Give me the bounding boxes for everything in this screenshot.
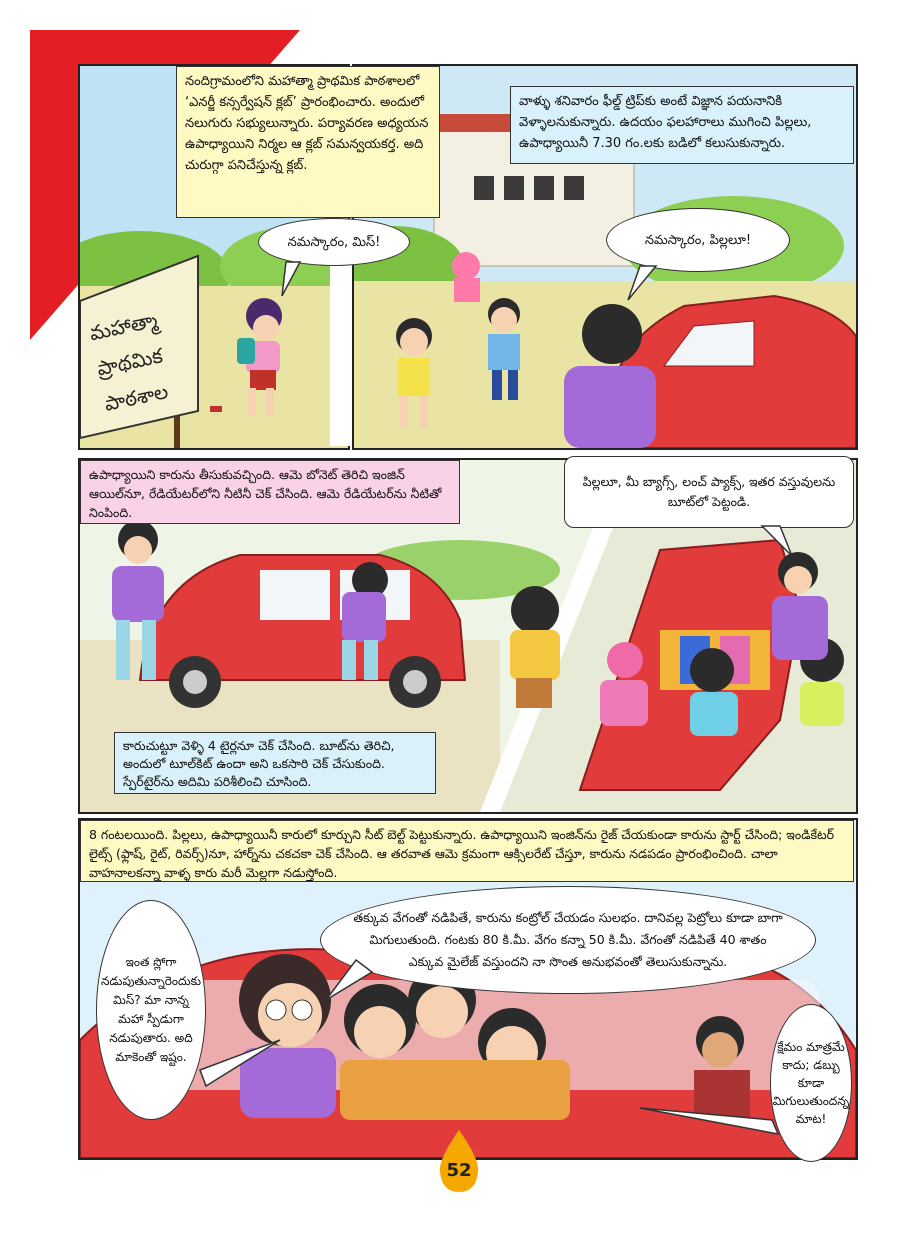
panel1-caption: నందిగ్రామంలోని మహాత్మా ప్రాథమిక పాఠశాలలో ‘ఎనర్జీ కన్సర్వేషన్ క్లబ్’ ప్రారంభించారు. అందులో నలుగురు సభ్యులున్నారు. పర్యావరణ అధ్యయన ఉపాధ్యాయిని నిర్మల ఆ క్లబ్ సమన్వయకర్త. అది చురుగ్గా పనిచేస్తున్న క్లబ్. — [176, 66, 440, 218]
panel4-left-bubble-text: ఇంత స్లోగా నడుపుతున్నారెందుకు మిస్? మా నాన్న మహా స్పీడుగా నడుపుతారు. అది మాకెంతో ఇష్టం. — [101, 955, 202, 1064]
panel2-caption: వాళ్ళు శనివారం ఫీల్డ్ ట్రిప్‌కు అంటే విజ్ఞాన పయనానికి వెళ్ళాలనుకున్నారు. ఉదయం ఫలహారాలు ముగించి పిల్లలు, ఉపాధ్యాయినీ 7.30 గం.లకు బడిలో కలుసుకున్నారు. — [510, 86, 854, 164]
panel3-bottom-caption: కారుచుట్టూ వెళ్ళి 4 టైర్లనూ చెక్ చేసింది. బూట్‌ను తెరిచి, అందులో టూల్‌కిట్ ఉందా అని ఒకసారి చెక్ చేసుకుంది. స్పేర్‌టైర్‌ను అదిమి పరిశీలించి చూసింది. — [114, 732, 436, 794]
sign-line3: పాఠశాల — [102, 378, 171, 416]
panel3-bubble-text: పిల్లలూ, మీ బ్యాగ్స్, లంచ్ ప్యాక్స్, ఇతర వస్తువులను బూట్‌లో పెట్టండి. — [582, 474, 836, 509]
page-number: 52 — [446, 1160, 472, 1181]
panel4-center-bubble-text: తక్కువ వేగంతో నడిపితే, కారును కంట్రోల్ చేయడం సులభం. దానివల్ల పెట్రోలు కూడా బాగా మిగులుతుంది. గంటకు 80 కి.మీ. వేగం కన్నా 50 కి.మీ. వేగంతో నడిపితే 40 శాతం ఎక్కువ మైలేజ్ వస్తుందని నా సొంత అనుభవంతో తెలుసుకున్నాను. — [353, 910, 783, 969]
panel3-top-caption: ఉపాధ్యాయిని కారును తీసుకువచ్చింది. ఆమె బోనెట్ తెరిచి ఇంజిన్ ఆయిల్‌నూ, రేడియేటర్‌లోని నీటినీ చెక్ చేసింది. ఆమె రేడియేటర్‌ను నీటితో నింపింది. — [80, 460, 460, 524]
panel2-bubble-text: నమస్కారం, పిల్లలూ! — [644, 232, 752, 248]
panel4-right-bubble-text: క్షేమం మాత్రమే కాదు; డబ్బు కూడా మిగులుతుందన్న మాట! — [772, 1040, 850, 1126]
sign-line1: మహాత్మా — [87, 307, 160, 346]
panel1-bubble-text: నమస్కారం, మిస్! — [287, 234, 381, 250]
sign-line2: ప్రాథమిక — [94, 343, 165, 381]
panel4-caption: 8 గంటలయింది. పిల్లలు, ఉపాధ్యాయినీ కారులో కూర్చుని సీట్ బెల్ట్ పెట్టుకున్నారు. ఉపాధ్యాయిని ఇంజిన్‌ను రైజ్ చేయకుండా కారును స్టార్ట్ చేసింది; ఇండికేటర్ లైట్స్ (ఫ్లాష్, రైట్, రివర్స్)నూ, హార్న్‌ను చకచకా చెక్ చేసింది. ఆ తరవాత ఆమె క్రమంగా ఆక్సిలరేట్ చేస్తూ, కారును నడపడం ప్రారంభించింది. చాలా వాహనాలకన్నా వాళ్ళ కారు మరీ మెల్లగా నడుస్తోంది. — [80, 820, 854, 882]
